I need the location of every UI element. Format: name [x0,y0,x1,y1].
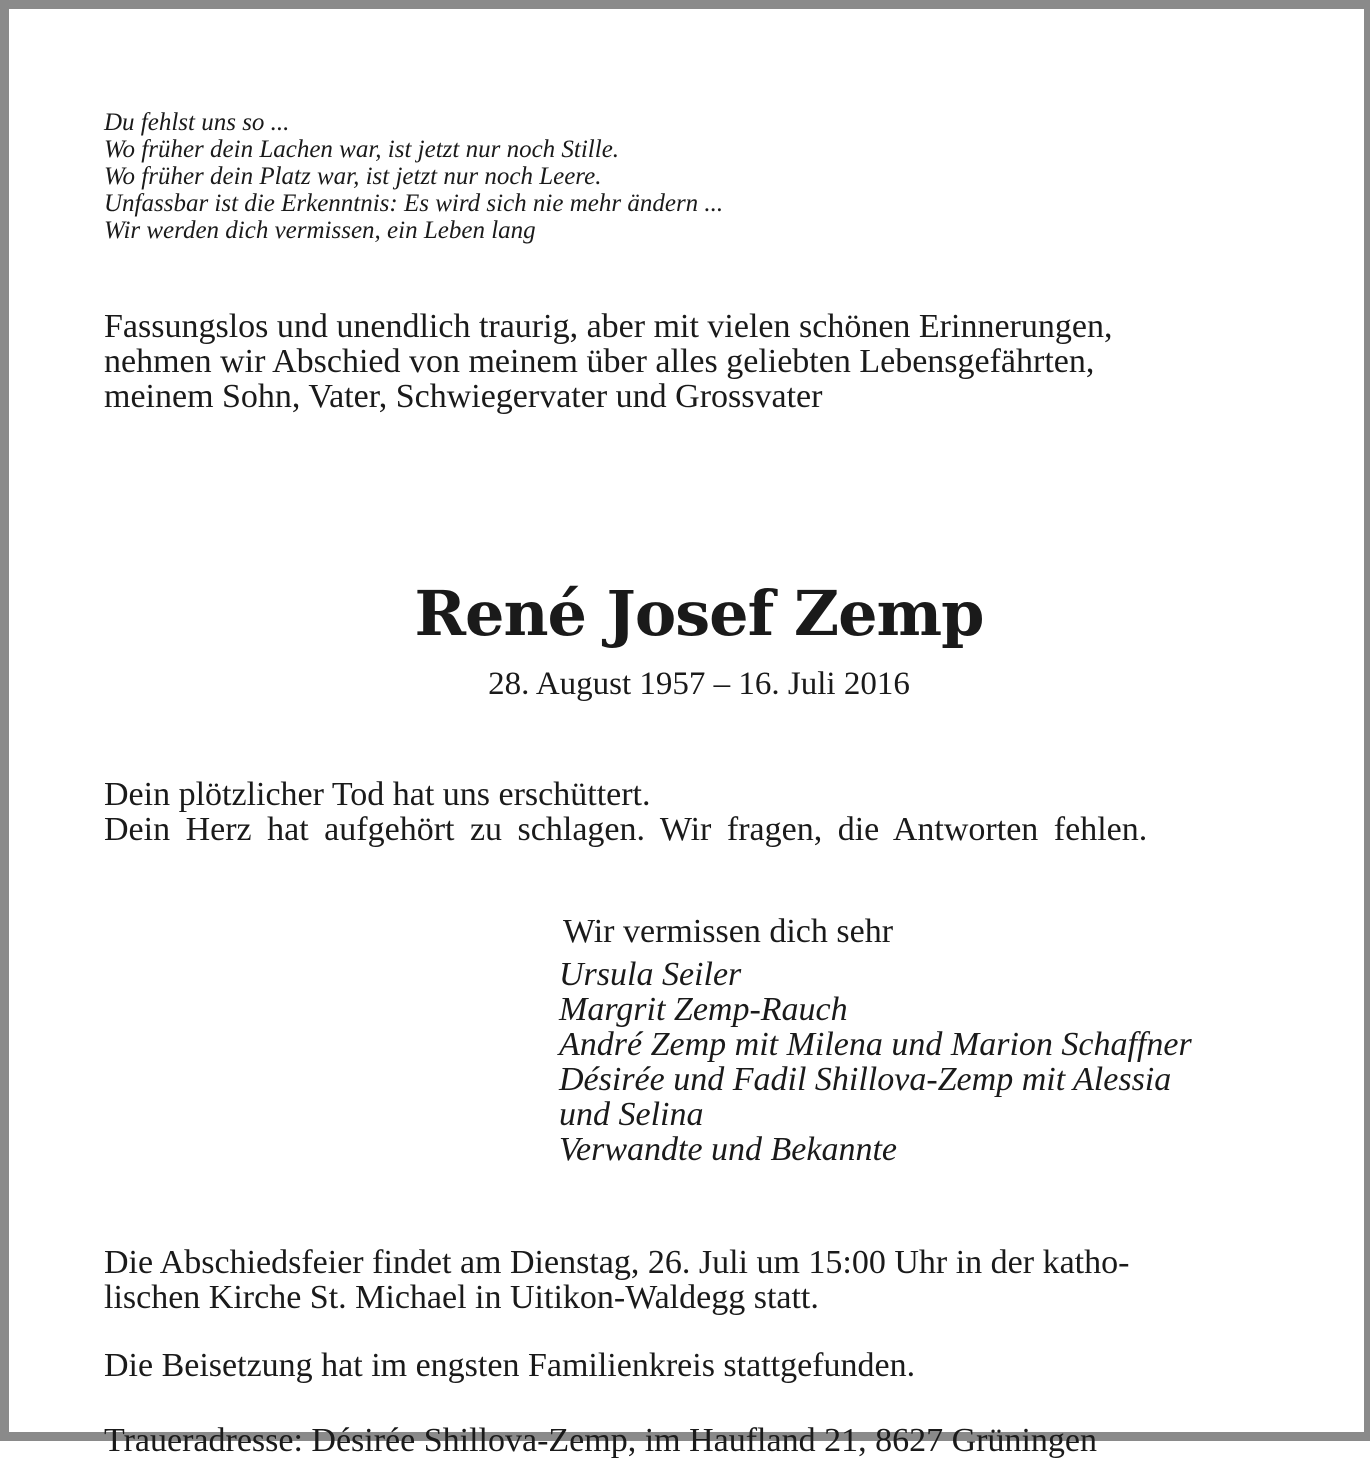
mourner-name: André Zemp mit Milena und Marion Schaffner [559,1026,1192,1063]
mourners-block [559,913,1192,1167]
poem-line: Wir werden dich vermissen, ein Leben lang [104,217,536,244]
service-line: lischen Kirche St. Michael in Uitikon-Waldegg statt. [104,1279,819,1316]
burial-info: Die Beisetzung hat im engsten Familienkreis stattgefunden. [104,1347,916,1384]
mourners-heading: Wir vermissen dich sehr [563,913,894,950]
service-line: Die Abschiedsfeier findet am Dienstag, 26. Juli um 15:00 Uhr in der katho- [104,1244,1130,1281]
shock-line: Dein Herz hat aufgehört zu schlagen. Wir fragen, die Antworten fehlen. [104,811,1148,848]
mourner-name: Ursula Seiler [559,956,742,993]
mourner-name: Désirée und Fadil Shillova-Zemp mit Alessia [559,1061,1172,1098]
mourner-name: Margrit Zemp-Rauch [559,991,848,1028]
deceased-name: René Josef Zemp [414,577,984,650]
intro-line: nehmen wir Abschied von meinem über alles geliebten Lebensgefährten, [104,343,1095,380]
mourner-name: und Selina [559,1096,704,1133]
obituary-content [104,109,1294,1459]
intro-line: meinem Sohn, Vater, Schwiegervater und Grossvater [104,378,823,415]
shock-line: Dein plötzlicher Tod hat uns erschüttert. [104,776,651,813]
service-info [104,1245,1129,1315]
mourning-address: Traueradresse: Désirée Shillova-Zemp, im Haufland 21, 8627 Grüningen [104,1422,1098,1459]
poem-line: Unfassbar ist die Erkenntnis: Es wird sich nie mehr ändern ... [104,190,724,217]
poem [104,109,1294,244]
poem-line: Wo früher dein Lachen war, ist jetzt nur noch Stille. [104,136,620,163]
intro-line: Fassungslos und unendlich traurig, aber mit vielen schönen Erinnerungen, [104,308,1113,345]
mourners-list [559,957,1192,1167]
poem-line: Du fehlst uns so ... [104,109,290,136]
poem-line: Wo früher dein Platz war, ist jetzt nur noch Leere. [104,163,602,190]
shock-text [104,777,1147,847]
intro-text [104,309,1112,414]
mourner-name: Verwandte und Bekannte [559,1131,898,1168]
life-dates: 28. August 1957 – 16. Juli 2016 [488,666,910,702]
